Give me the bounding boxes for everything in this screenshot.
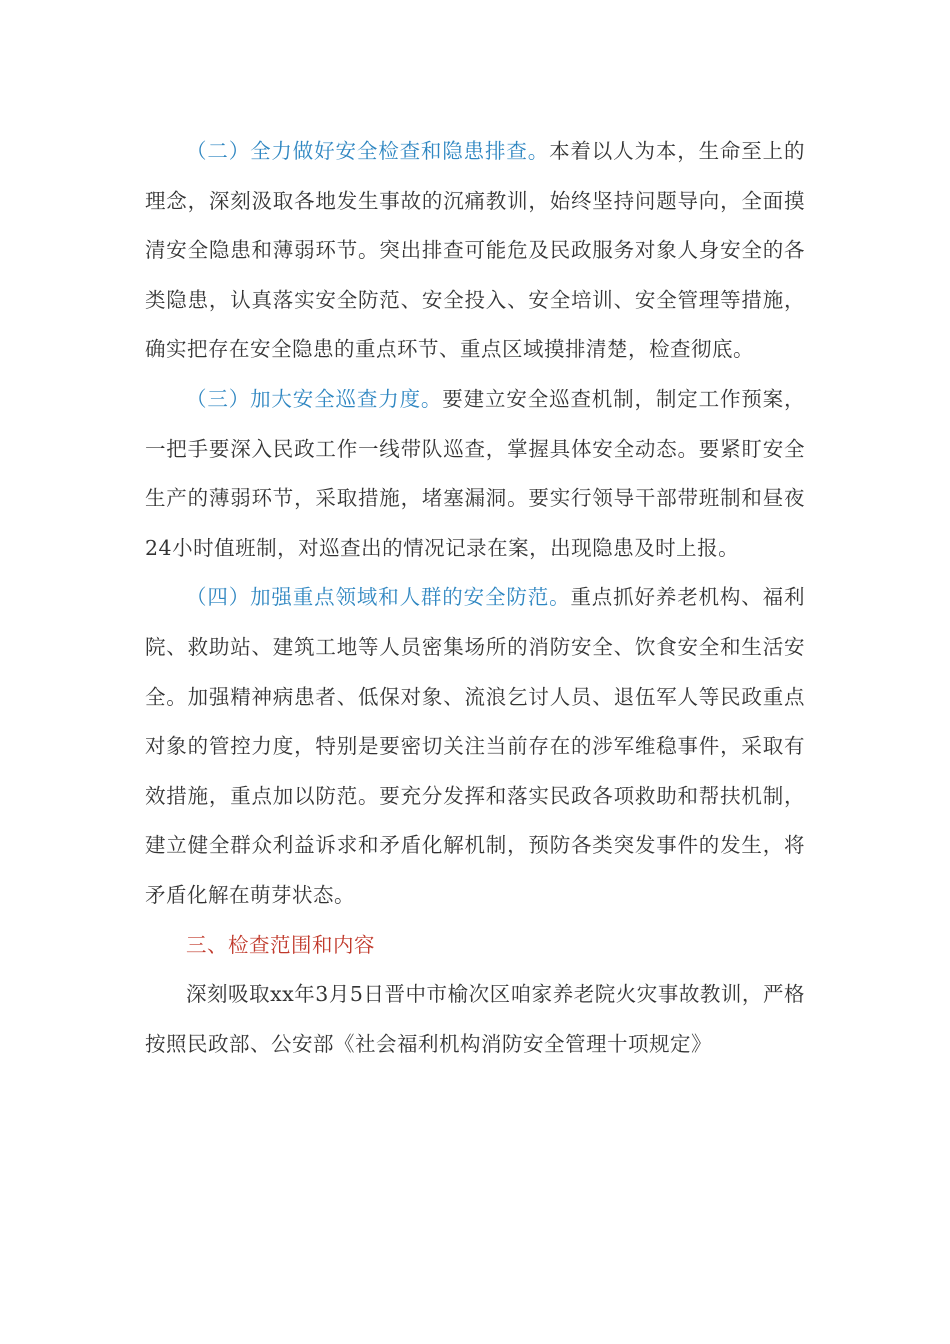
- section-heading-scope: 三、检查范围和内容: [186, 932, 375, 957]
- subheading-key-areas: （四）加强重点领域和人群的安全防范。: [186, 585, 571, 610]
- paragraph-key-areas: [145, 573, 805, 920]
- paragraph-body: 要建立安全巡查机制，制定工作预案，一把手要深入民政工作一线带队巡查，掌握具体安全动态。要紧盯安全生产的薄弱环节，采取措施，堵塞漏洞。要实行领导干部带班制和昼夜24小时值班制，对巡查出的情况记录在案，出现隐患及时上报。: [145, 386, 806, 560]
- paragraph-body: 重点抓好养老机构、福利院、救助站、建筑工地等人员密集场所的消防安全、饮食安全和生活安全。加强精神病患者、低保对象、流浪乞讨人员、退伍军人等民政重点对象的管控力度，特别是要密切关注当前存在的涉军维稳事件，采取有效措施，重点加以防范。要充分发挥和落实民政各项救助和帮扶机制，建立健全群众利益诉求和矛盾化解机制，预防各类突发事件的发生，将矛盾化解在萌芽状态。: [145, 585, 806, 907]
- subheading-patrol: （三）加大安全巡查力度。: [186, 386, 443, 411]
- paragraph-scope-body: 深刻吸取xx年3月5日晋中市榆次区咱家养老院火灾事故教训，严格按照民政部、公安部《社会福利机构消防安全管理十项规定》: [145, 982, 805, 1056]
- paragraph-body: 本着以人为本，生命至上的理念，深刻汲取各地发生事故的沉痛教训，始终坚持问题导向，全面摸清安全隐患和薄弱环节。突出排查可能危及民政服务对象人身安全的各类隐患，认真落实安全防范、安全投入、安全培训、安全管理等措施，确实把存在安全隐患的重点环节、重点区域摸排清楚，检查彻底。: [145, 139, 806, 362]
- document-page: [145, 127, 805, 1069]
- paragraph-patrol: [145, 375, 805, 573]
- paragraph-check-hazards: [145, 127, 805, 375]
- subheading-check-hazards: （二）全力做好安全检查和隐患排查。: [186, 139, 550, 163]
